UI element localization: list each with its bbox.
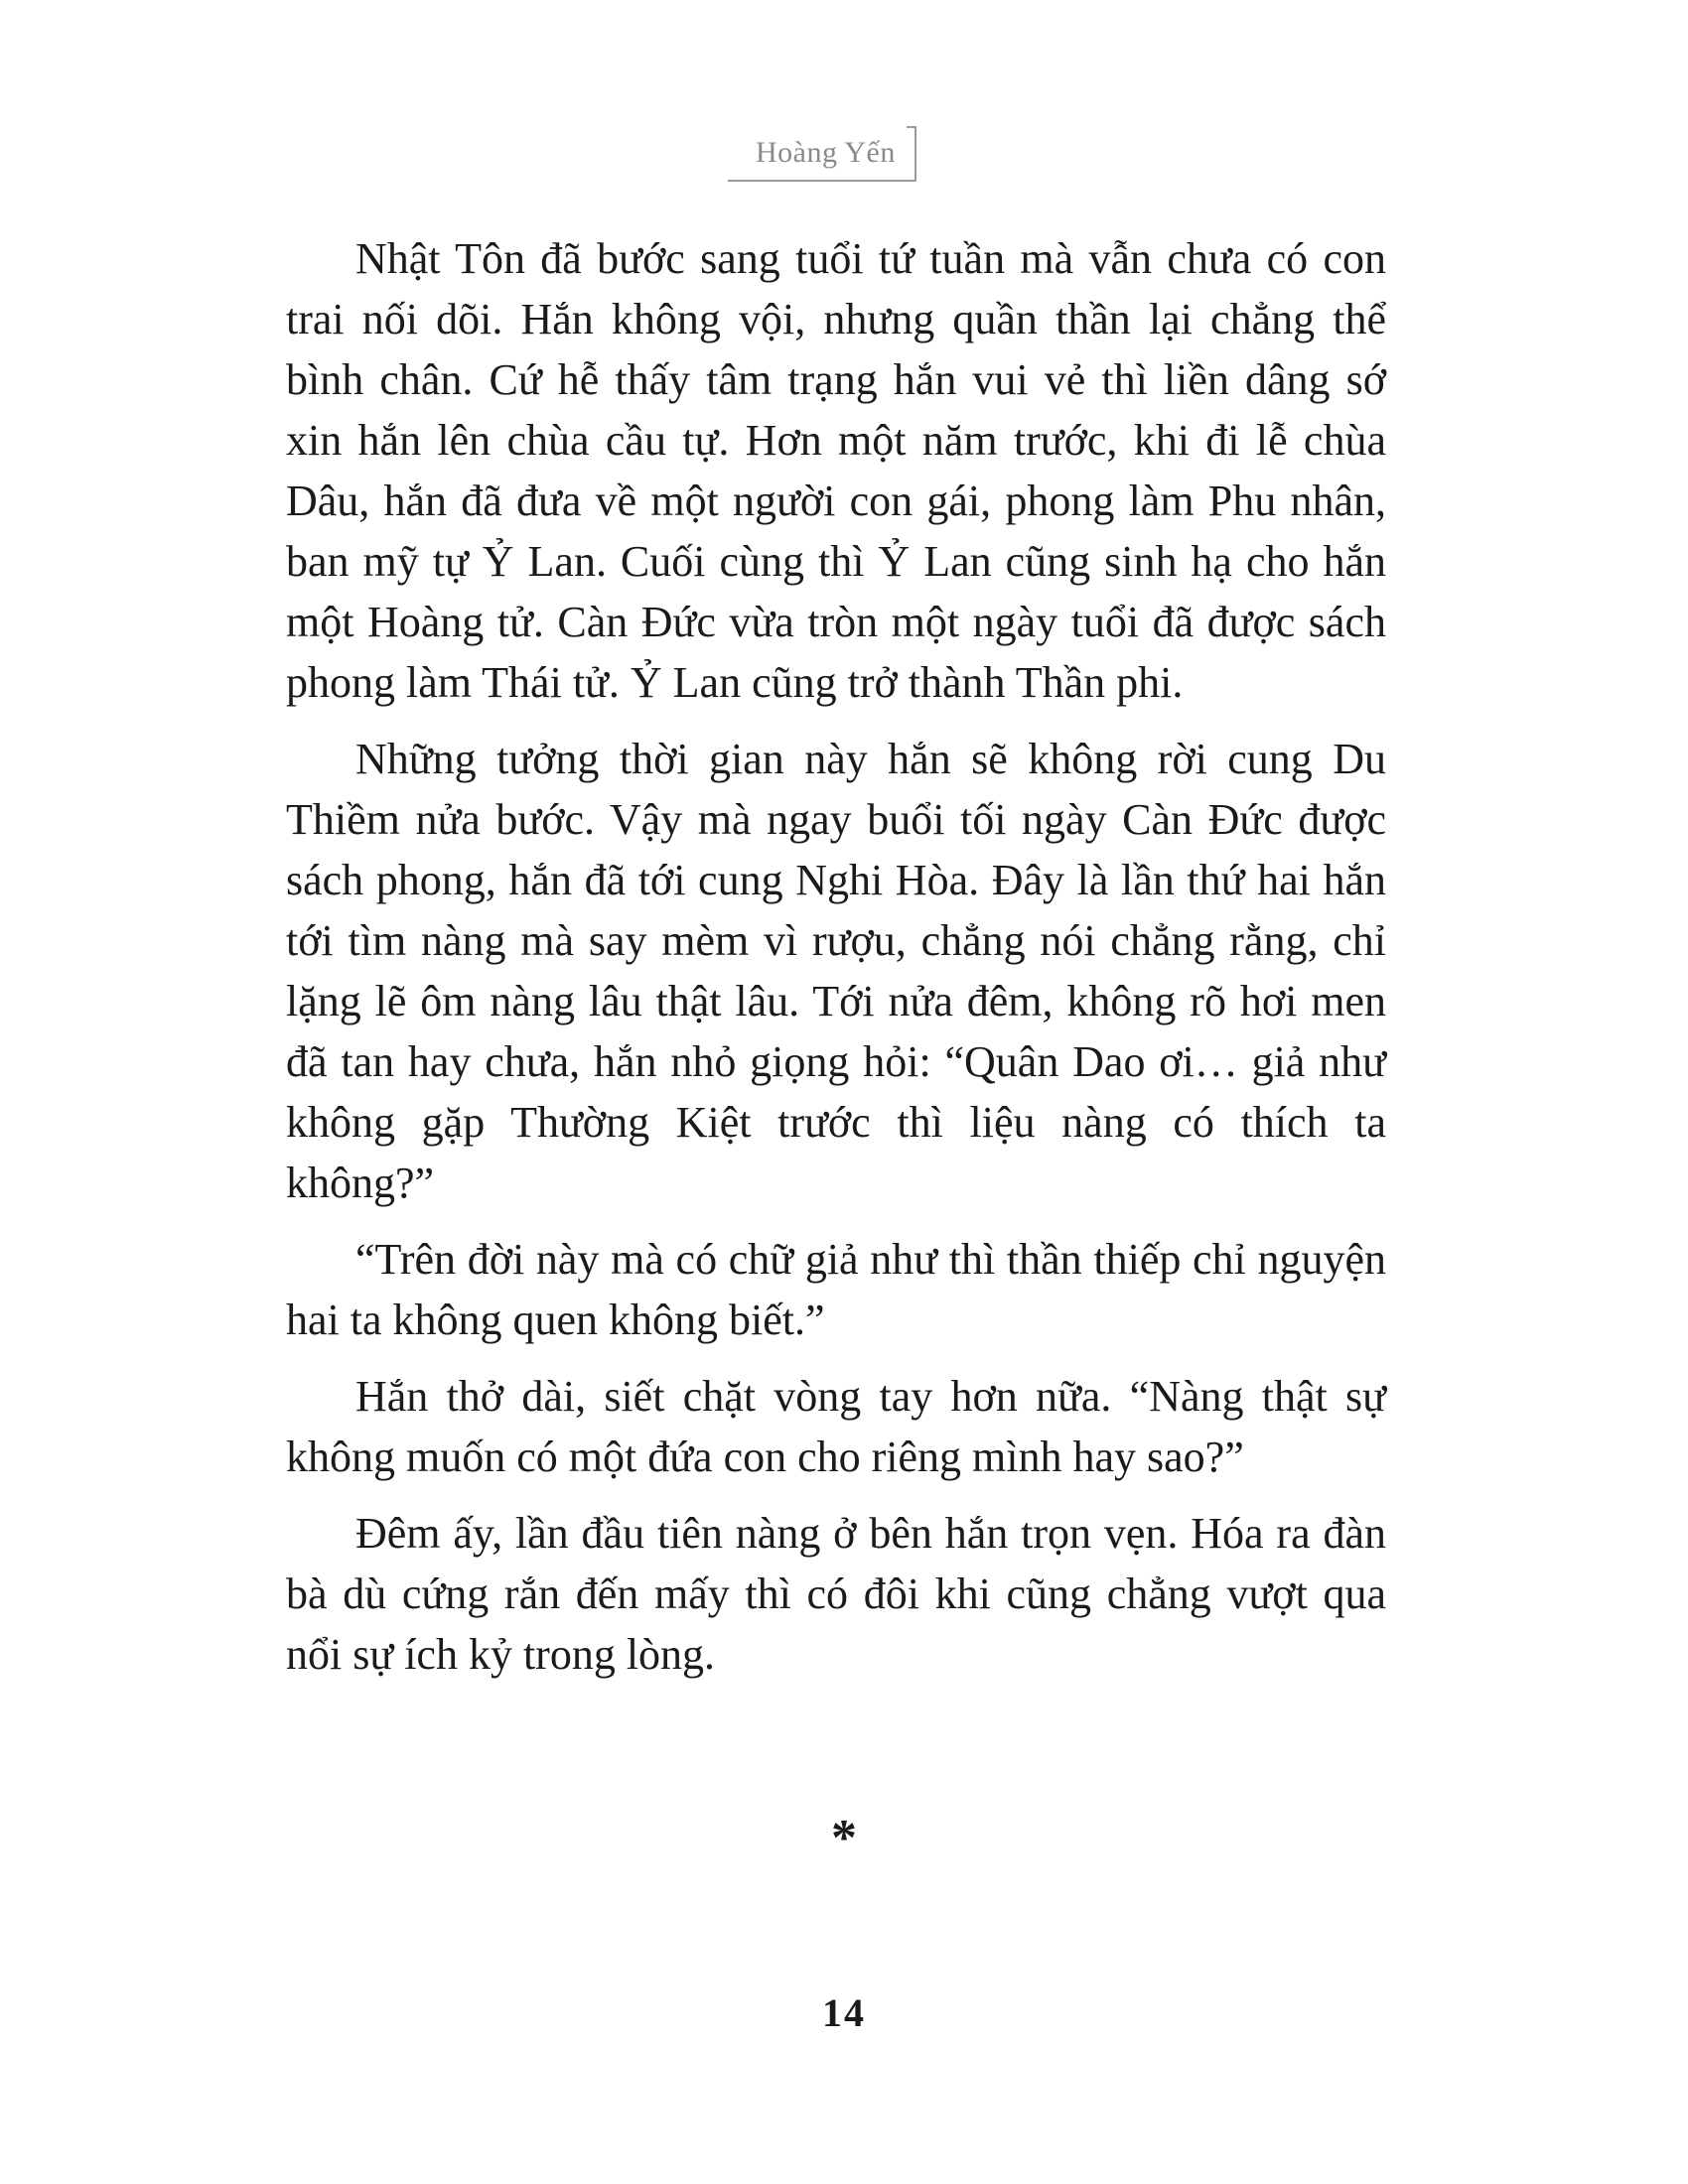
paragraph-4: Hắn thở dài, siết chặt vòng tay hơn nữa. “Nàng thật sự không muốn có một đứa con cho riêng mình hay sao?” xyxy=(286,1372,1386,1481)
running-header xyxy=(728,126,916,182)
body-text xyxy=(286,228,1386,1701)
running-header-title: Hoàng Yến xyxy=(756,136,896,169)
header-underline xyxy=(728,180,916,182)
paragraph-5: Đêm ấy, lần đầu tiên nàng ở bên hắn trọn vẹn. Hóa ra đàn bà dù cứng rắn đến mấy thì có đôi khi cũng chẳng vượt qua nổi sự ích kỷ trong lòng. xyxy=(286,1509,1386,1679)
header-decorative-line xyxy=(907,126,916,182)
paragraph-2: Những tưởng thời gian này hắn sẽ không rời cung Du Thiềm nửa bước. Vậy mà ngay buổi tối ngày Càn Đức được sách phong, hắn đã tới cung Nghi Hòa. Đây là lần thứ hai hắn tới tìm nàng mà say mèm vì rượu, chẳng nói chẳng rằng, chỉ lặng lẽ ôm nàng lâu thật lâu. Tới nửa đêm, không rõ hơi men đã tan hay chưa, hắn nhỏ giọng hỏi: “Quân Dao ơi… giả như không gặp Thường Kiệt trước thì liệu nàng có thích ta không?” xyxy=(286,735,1386,1207)
paragraph-3: “Trên đời này mà có chữ giả như thì thần thiếp chỉ nguyện hai ta không quen không biết.” xyxy=(286,1235,1386,1344)
page-number: 14 xyxy=(822,1990,866,2035)
paragraph-1: Nhật Tôn đã bước sang tuổi tứ tuần mà vẫn chưa có con trai nối dõi. Hắn không vội, nhưng quần thần lại chẳng thể bình chân. Cứ hễ thấy tâm trạng hắn vui vẻ thì liền dâng sớ xin hắn lên chùa cầu tự. Hơn một năm trước, khi đi lễ chùa Dâu, hắn đã đưa về một người con gái, phong làm Phu nhân, ban mỹ tự Ỷ Lan. Cuối cùng thì Ỷ Lan cũng sinh hạ cho hắn một Hoàng tử. Càn Đức vừa tròn một ngày tuổi đã được sách phong làm Thái tử. Ỷ Lan cũng trở thành Thần phi. xyxy=(286,234,1386,707)
section-break-asterisk: * xyxy=(831,1810,857,1866)
